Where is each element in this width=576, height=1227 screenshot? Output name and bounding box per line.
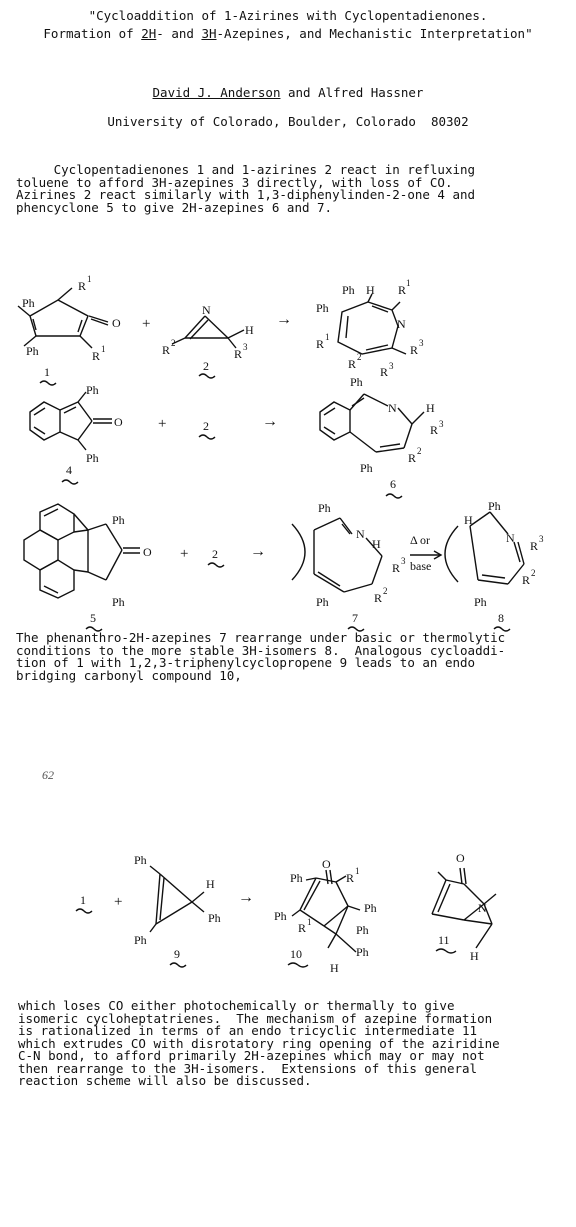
ph-label: Ph — [474, 595, 487, 609]
closing-paragraph — [18, 1000, 566, 1088]
ph-label: Ph — [342, 283, 355, 297]
reaction-arrow: → — [238, 889, 254, 906]
ph-label: Ph — [316, 301, 329, 315]
compound-6-structure — [320, 394, 424, 452]
plus-sign: + — [114, 894, 123, 910]
o-label: O — [114, 415, 123, 429]
ph-label: Ph — [356, 945, 369, 959]
author-line: David J. Anderson and Alfred Hassner — [152, 85, 424, 100]
sup-label: 3 — [539, 534, 544, 544]
compound-8-structure — [445, 512, 524, 584]
ph-label: Ph — [86, 383, 99, 397]
sup-label: 1 — [325, 332, 330, 342]
text-line: toluene to afford 3H-azepines 3 directly, with loss of CO. — [16, 174, 453, 190]
plus-sign: + — [158, 416, 167, 432]
compound-number: 1 — [44, 365, 50, 379]
reaction-arrow: → — [276, 311, 292, 328]
compound-2-structure — [172, 316, 244, 348]
conditions-label: base — [410, 559, 432, 573]
compound-7-structure — [292, 518, 382, 592]
sup-label: 1 — [101, 344, 106, 354]
text-line: Azirines 2 react similarly with 1,3-diphenylinden-2-one 4 and — [16, 187, 476, 202]
r-label: R — [430, 423, 439, 437]
r-label: R — [380, 365, 389, 379]
text-line: The phenanthro-2H-azepines 7 rearrange under basic or thermolytic — [16, 630, 506, 645]
middle-paragraph — [16, 632, 564, 682]
compound-3-structure — [338, 294, 406, 354]
compound-number: 4 — [66, 463, 72, 477]
ph-label: Ph — [112, 595, 125, 609]
tilde-mark — [436, 949, 456, 953]
o-label: O — [143, 545, 152, 559]
r-label: R — [316, 337, 325, 351]
text-line: bridging carbonyl compound 10, — [16, 667, 242, 683]
sup-label: 3 — [401, 556, 406, 566]
ph-label: Ph — [134, 853, 147, 867]
ph-label: Ph — [86, 451, 99, 465]
h-label: H — [470, 949, 479, 963]
tilde-mark — [288, 963, 308, 967]
text-line: then rearrange to the 3H-isomers. Extensions of this general — [18, 1060, 478, 1076]
sup-label: 3 — [243, 342, 248, 352]
reaction-scheme-1 — [0, 272, 576, 632]
paper-title-line1: "Cycloaddition of 1-Azirines with Cyclopentadienones. — [88, 8, 488, 23]
first-author: David J. Anderson — [152, 85, 281, 100]
o-label: O — [112, 316, 121, 330]
r-label: R — [408, 451, 417, 465]
h-label: H — [245, 323, 254, 337]
compound-9-structure — [150, 866, 204, 932]
reaction-scheme-2 — [0, 848, 576, 978]
tilde-mark — [199, 435, 215, 439]
sup-label: 1 — [355, 866, 360, 876]
tilde-mark — [40, 381, 56, 385]
text-line: isomeric cycloheptatrienes. The mechanism of azepine formation — [18, 1010, 493, 1026]
n-label: N — [202, 303, 211, 317]
r-label: R — [398, 283, 407, 297]
r-label: R — [410, 343, 419, 357]
conditions-label: Δ or — [410, 533, 431, 547]
r-label: R — [392, 561, 401, 575]
sup-label: 2 — [171, 338, 176, 348]
compound-number: 2 — [203, 419, 209, 433]
r-label: R — [530, 539, 539, 553]
r-label: R — [374, 591, 383, 605]
reaction-arrow: → — [250, 543, 266, 560]
sup-label: 1 — [307, 917, 312, 927]
compound-number: 2 — [203, 359, 209, 373]
r-label: R — [92, 349, 101, 363]
ph-label: Ph — [488, 499, 501, 513]
ph-label: Ph — [316, 595, 329, 609]
n-label: N — [388, 401, 397, 415]
n-label: N — [356, 527, 365, 541]
compound-4-structure — [30, 392, 112, 450]
h-label: H — [426, 401, 435, 415]
paper-title-line2: Formation of 2H- and 3H-Azepines, and Mechanistic Interpretation" — [43, 26, 533, 41]
compound-number: 10 — [290, 947, 302, 961]
plus-sign: + — [180, 546, 189, 562]
affiliation: University of Colorado, Boulder, Colorado 80302 — [107, 114, 469, 129]
compound-number: 2 — [212, 547, 218, 561]
sup-label: 2 — [417, 446, 422, 456]
ph-label: Ph — [274, 909, 287, 923]
compound-number: 11 — [438, 933, 450, 947]
sup-label: 3 — [389, 361, 394, 371]
ph-label: Ph — [364, 901, 377, 915]
r-label: R — [346, 871, 355, 885]
text-line: tion of 1 with 1,2,3-triphenylcyclopropene 9 leads to an endo — [16, 655, 476, 670]
sup-label: 2 — [531, 568, 536, 578]
sup-label: 2 — [357, 352, 362, 362]
r-label: R — [522, 573, 531, 587]
r-label: R — [162, 343, 171, 357]
h-label: H — [206, 877, 215, 891]
sup-label: 1 — [406, 278, 411, 288]
sup-label: 3 — [419, 338, 424, 348]
tilde-mark — [386, 494, 402, 498]
n-label: N — [397, 317, 406, 331]
ph-label: Ph — [134, 933, 147, 947]
abstract-paragraph — [16, 164, 564, 214]
ph-label: Ph — [208, 911, 221, 925]
compound-number: 6 — [390, 477, 396, 491]
text-line: is rationalized in terms of an endo tricyclic intermediate 11 — [18, 1023, 478, 1038]
n-label: N — [506, 531, 515, 545]
sup-label: 3 — [439, 419, 444, 429]
r-label: R — [78, 279, 87, 293]
r-label: R — [234, 347, 243, 361]
o-label: O — [322, 857, 331, 871]
text-line: which loses CO either photochemically or thermally to give — [18, 998, 455, 1013]
o-label: O — [456, 851, 465, 865]
tilde-mark — [76, 909, 92, 913]
ph-label: Ph — [26, 344, 39, 358]
ph-label: Ph — [290, 871, 303, 885]
compound-number: 7 — [352, 611, 358, 625]
r-label: R — [298, 921, 307, 935]
h-label: H — [372, 537, 381, 551]
text-line: phencyclone 5 to give 2H-azepines 6 and 7. — [16, 199, 333, 215]
text-line: reaction scheme will also be discussed. — [18, 1073, 312, 1088]
h-label: H — [330, 961, 339, 975]
tilde-mark — [199, 374, 215, 378]
tilde-mark — [170, 963, 186, 967]
text-line: which extrudes CO with disrotatory ring opening of the aziridine — [18, 1035, 500, 1051]
ph-label: Ph — [112, 513, 125, 527]
compound-number: 9 — [174, 947, 180, 961]
r-label: R — [348, 357, 357, 371]
plus-sign: + — [142, 316, 151, 332]
ph-label: Ph — [356, 923, 369, 937]
ph-label: Ph — [22, 296, 35, 310]
tilde-mark — [208, 563, 224, 567]
n-label: N — [478, 901, 487, 915]
h-label: H — [464, 513, 473, 527]
page-number: 62 — [42, 768, 54, 782]
text-line: C-N bond, to afford primarily 2H-azepines which may or may not — [18, 1048, 485, 1063]
reaction-arrow: → — [262, 413, 278, 430]
ph-label: Ph — [360, 461, 373, 475]
sup-label: 1 — [87, 274, 92, 284]
compound-number: 5 — [90, 611, 96, 625]
sup-label: 2 — [383, 586, 388, 596]
text-line: conditions to the more stable 3H-isomers 8. Analogous cycloaddi- — [16, 642, 506, 658]
ph-label: Ph — [318, 501, 331, 515]
h-label: H — [366, 283, 375, 297]
tilde-mark — [62, 480, 78, 484]
text-line: Cyclopentadienones 1 and 1-azirines 2 react in refluxing — [16, 162, 476, 177]
compound-number: 8 — [498, 611, 504, 625]
compound-number: 1 — [80, 893, 86, 907]
ph-label: Ph — [350, 375, 363, 389]
